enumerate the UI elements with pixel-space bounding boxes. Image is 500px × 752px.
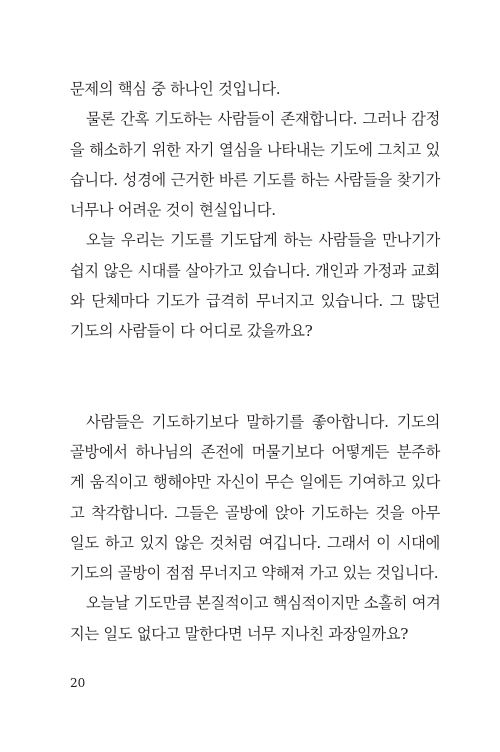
body-text bbox=[70, 74, 440, 649]
text-line: 기도의 사람들이 다 어디로 갔을까요? bbox=[70, 322, 313, 341]
paragraph-1 bbox=[70, 74, 440, 104]
text-line: 오늘날 기도만큼 본질적이고 핵심적이지만 소홀히 여겨 bbox=[86, 594, 441, 613]
text-line: 게 움직이고 행해야만 자신이 무슨 일에든 기여하고 있다 bbox=[70, 473, 440, 492]
text-line: 일도 하고 있지 않은 것처럼 여깁니다. 그래서 이 시대에 bbox=[70, 533, 440, 552]
paragraph-4 bbox=[70, 407, 440, 589]
text-line: 지는 일도 없다고 말한다면 너무 지나친 과장일까요? bbox=[70, 624, 409, 643]
text-line: 너무나 어려운 것이 현실입니다. bbox=[70, 201, 276, 220]
text-line: 와 단체마다 기도가 급격히 무너지고 있습니다. 그 많던 bbox=[70, 292, 440, 311]
text-line: 습니다. 성경에 근거한 바른 기도를 하는 사람들을 찾기가 bbox=[70, 170, 440, 189]
text-line: 사람들은 기도하기보다 말하기를 좋아합니다. 기도의 bbox=[86, 412, 440, 431]
text-line: 고 착각합니다. 그들은 골방에 앉아 기도하는 것을 아무 bbox=[70, 503, 440, 522]
text-line: 골방에서 하나님의 존전에 머물기보다 어떻게든 분주하 bbox=[70, 442, 440, 461]
text-line: 문제의 핵심 중 하나인 것입니다. bbox=[70, 80, 281, 98]
text-line: 물론 간혹 기도하는 사람들이 존재합니다. 그러나 감정 bbox=[86, 110, 440, 129]
text-line: 쉽지 않은 시대를 살아가고 있습니다. 개인과 가정과 교회 bbox=[70, 261, 440, 280]
text-line: 오늘 우리는 기도를 기도답게 하는 사람들을 만나기가 bbox=[86, 231, 440, 250]
text-line: 을 해소하기 위한 자기 열심을 나타내는 기도에 그치고 있 bbox=[70, 140, 440, 159]
text-line: 기도의 골방이 점점 무너지고 약해져 가고 있는 것입니다. bbox=[70, 564, 439, 583]
paragraph-2 bbox=[70, 104, 440, 225]
paragraph-5 bbox=[70, 588, 440, 649]
paragraph-3 bbox=[70, 225, 440, 346]
page-number: 20 bbox=[70, 676, 86, 690]
section-break bbox=[70, 347, 440, 407]
